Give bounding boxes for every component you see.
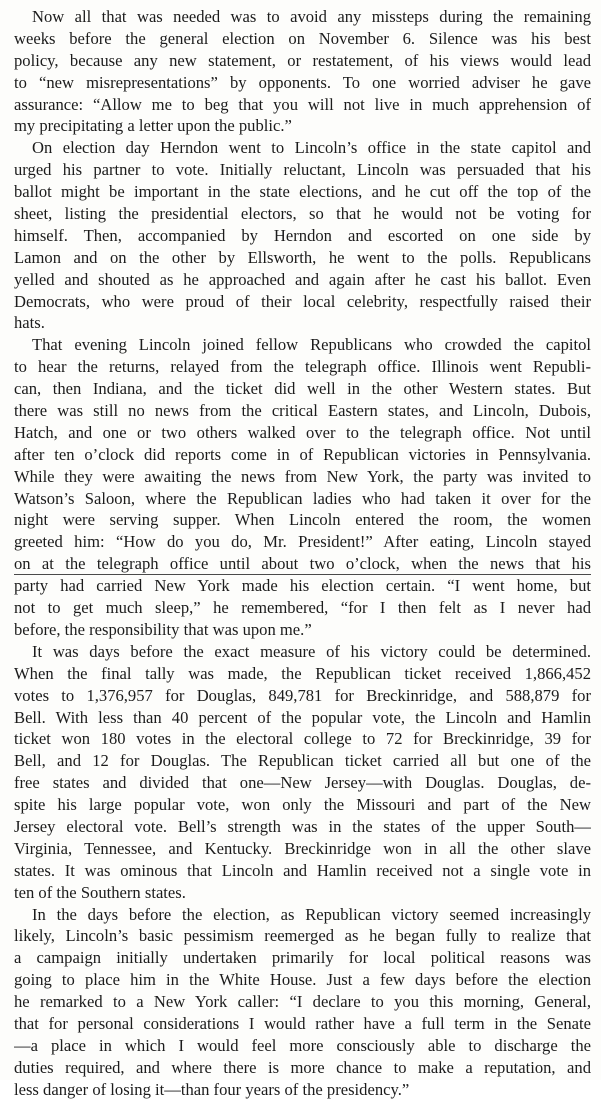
text-line: It was days before the exact measure of his victory could be determined. — [32, 641, 591, 661]
text-line: While they were awaiting the news from New York, the party was invited to — [14, 466, 591, 486]
text-line: On election day Herndon went to Lincoln’s office in the state capitol and — [32, 138, 591, 158]
text-line: That evening Lincoln joined fellow Republicans who crowded the capitol — [32, 335, 591, 355]
text-line: night were serving supper. When Lincoln entered the room, the women — [14, 510, 591, 530]
text-line: not to get much sleep,” he remembered, “for I then felt as I never had — [14, 598, 591, 618]
text-line: weeks before the general election on November 6. Silence was his best — [14, 28, 591, 48]
paragraph — [14, 6, 591, 137]
text-line: can, then Indiana, and the ticket did well in the other Western states. But — [14, 379, 591, 399]
text-line: party had carried New York made his election certain. “I went home, but — [14, 576, 591, 596]
text-line: on at the telegraph office until about two o’clock, when the news that his — [14, 554, 591, 574]
text-line: a campaign initially undertaken primarily for local political reasons was — [14, 948, 591, 968]
text-line: In the days before the election, as Republican victory seemed increasingly — [32, 904, 591, 924]
paragraph — [14, 334, 591, 640]
text-line: there was still no news from the critical Eastern states, and Lincoln, Dubois, — [14, 401, 591, 421]
text-line: Bell. With less than 40 percent of the popular vote, the Lincoln and Hamlin — [14, 707, 591, 727]
text-line: himself. Then, accompanied by Herndon and escorted on one side by — [14, 225, 591, 245]
text-line: Jersey electoral vote. Bell’s strength was in the states of the upper South— — [14, 816, 591, 836]
text-line: Hatch, and one or two others walked over to the telegraph office. Not until — [14, 422, 591, 442]
text-line: Bell, and 12 for Douglas. The Republican ticket carried all but one of the — [14, 751, 591, 771]
text-line: before, the responsibility that was upon me.” — [14, 619, 312, 639]
paragraph — [14, 904, 591, 1101]
text-line: When the final tally was made, the Republican ticket received 1,866,452 — [14, 663, 591, 683]
text-line: sheet, listing the presidential electors, so that he would not be voting for — [14, 204, 591, 224]
text-line: free states and divided that one—New Jersey—with Douglas. Douglas, de- — [14, 773, 591, 793]
text-line: duties required, and where there is more chance to make a reputation, and — [14, 1057, 591, 1077]
paragraph — [14, 641, 591, 904]
text-line: votes to 1,376,957 for Douglas, 849,781 for Breckinridge, and 588,879 for — [14, 685, 591, 705]
text-line: ten of the Southern states. — [14, 882, 186, 902]
text-line: urged his partner to vote. Initially reluctant, Lincoln was persuaded that his — [14, 160, 591, 180]
text-line: going to place him in the White House. Just a few days before the election — [14, 970, 591, 990]
text-line: —a place in which I would feel more consciously able to discharge the — [14, 1035, 591, 1055]
text-line: likely, Lincoln’s basic pessimism reemerged as he began fully to realize that — [14, 926, 591, 946]
text-line: states. It was ominous that Lincoln and Hamlin received not a single vote in — [14, 860, 591, 880]
text-line: assurance: “Allow me to beg that you will not live in much apprehension of — [14, 94, 591, 114]
text-line: Virginia, Tennessee, and Kentucky. Breckinridge won in all the other slave — [14, 838, 591, 858]
text-line: Democrats, who were proud of their local celebrity, respectfully raised their — [14, 291, 591, 311]
scan-cut-line — [14, 574, 591, 575]
text-line: that for personal considerations I would rather have a full term in the Senate — [14, 1013, 591, 1033]
text-line: less danger of losing it—than four years of the presidency.” — [14, 1079, 410, 1099]
text-line: hats. — [14, 313, 45, 333]
text-line: he remarked to a New York caller: “I declare to you this morning, General, — [14, 992, 591, 1012]
text-line: spite his large popular vote, won only the Missouri and part of the New — [14, 795, 591, 815]
paragraph — [14, 137, 591, 334]
text-line: ballot might be important in the state elections, and he cut off the top of the — [14, 182, 591, 202]
text-line: greeted him: “How do you do, Mr. President!” After eating, Lincoln stayed — [14, 532, 591, 552]
text-line: yelled and shouted as he approached and again after he cast his ballot. Even — [14, 269, 591, 289]
text-line: to hear the returns, relayed from the telegraph office. Illinois went Republi- — [14, 357, 591, 377]
text-line: Now all that was needed was to avoid any missteps during the remaining — [32, 7, 591, 26]
text-line: to “new misrepresentations” by opponents. To one worried adviser he gave — [14, 72, 591, 92]
text-line: ticket won 180 votes in the electoral college to 72 for Breckinridge, 39 for — [14, 729, 591, 749]
text-line: policy, because any new statement, or restatement, of his views would lead — [14, 50, 591, 70]
text-line: after ten o’clock did reports come in of Republican victories in Pennsylvania. — [14, 444, 591, 464]
text-line: Watson’s Saloon, where the Republican ladies who had taken it over for the — [14, 488, 591, 508]
text-line: Lamon and on the other by Ellsworth, he went to the polls. Republicans — [14, 247, 591, 267]
text-line: my precipitating a letter upon the public.” — [14, 116, 292, 136]
